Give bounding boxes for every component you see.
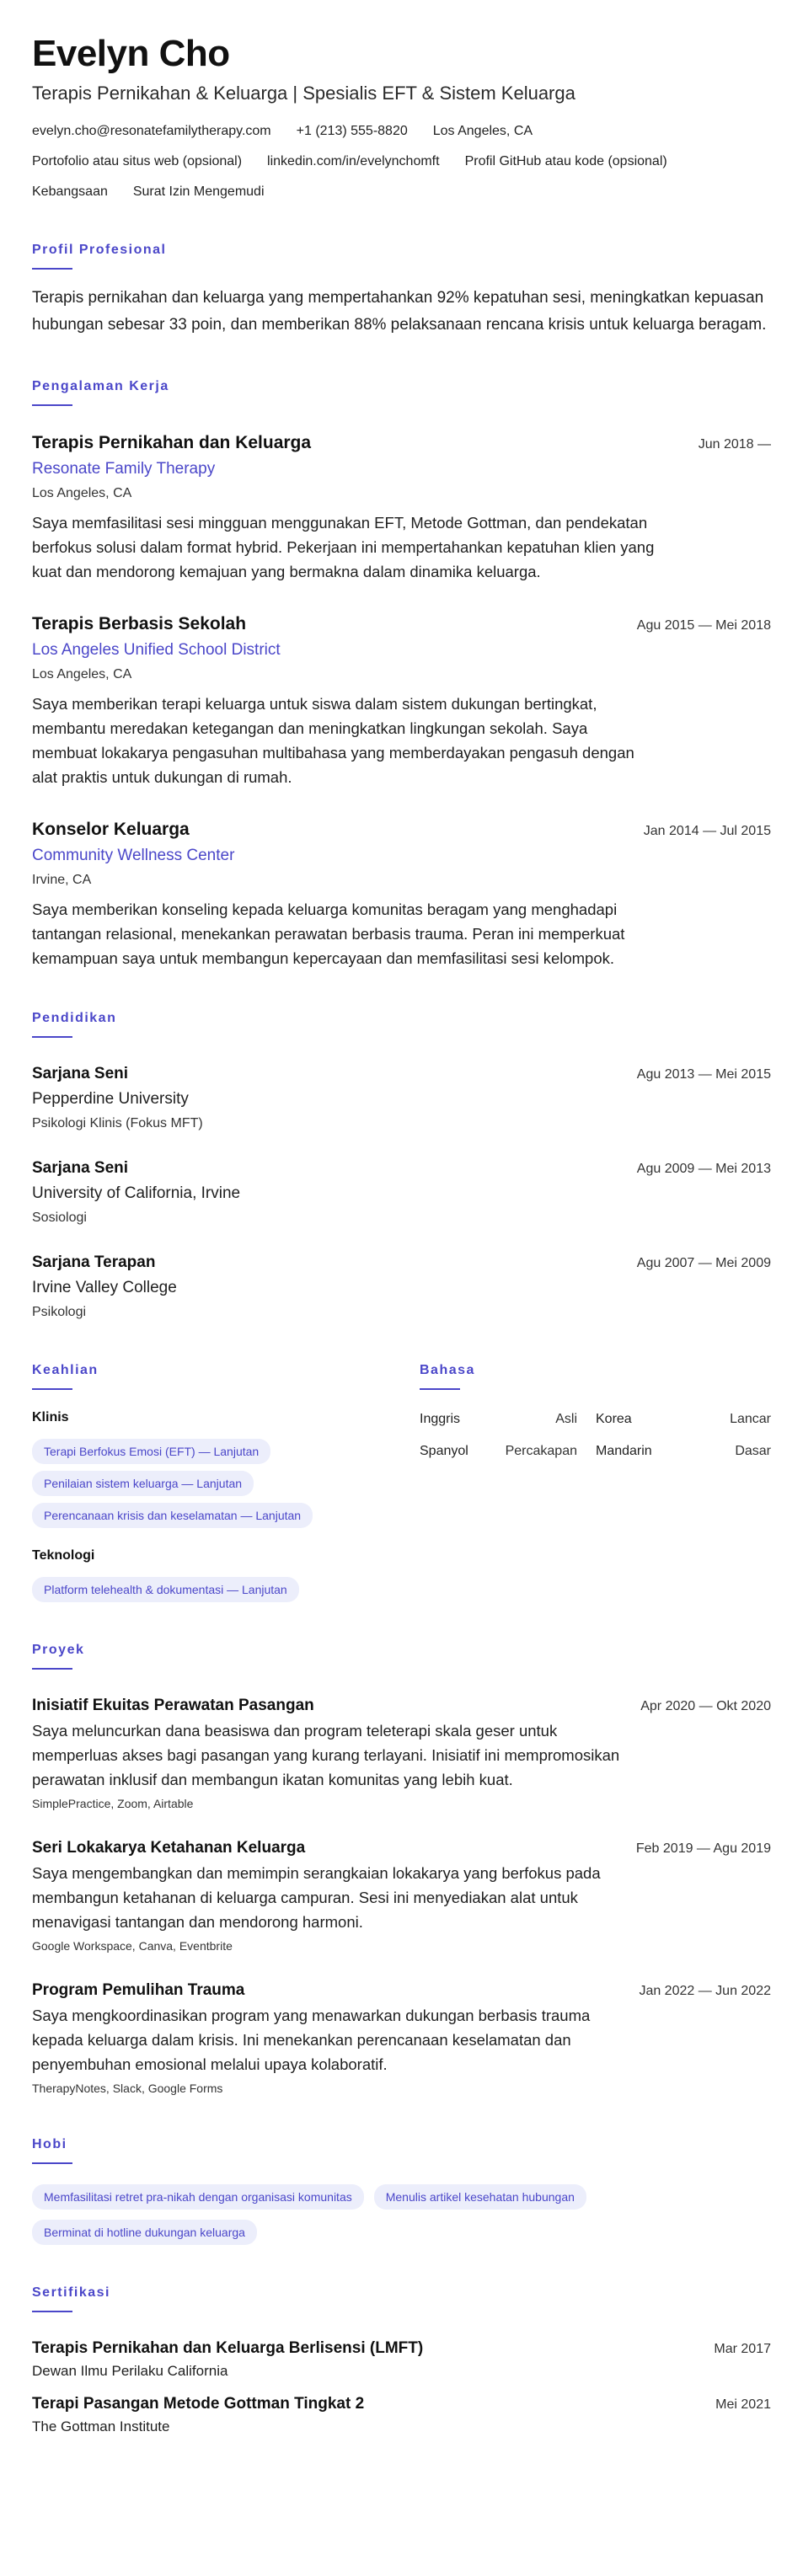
section-divider <box>32 404 72 406</box>
hobby-chips <box>32 2174 771 2245</box>
job-title: Konselor Keluarga <box>32 820 190 839</box>
certification-title: Terapis Pernikahan dan Keluarga Berlisensi (LMFT) <box>32 2339 424 2357</box>
profile-summary: Terapis pernikahan dan keluarga yang mempertahankan 92% kepatuhan sesi, meningkatkan kepuasan hubungan sebesar 33 poin, dan memberikan 88% pelaksanaan rencana krisis untuk keluarga beragam. <box>32 289 767 334</box>
job-location: Los Angeles, CA <box>32 667 132 681</box>
skill-group-title: Klinis <box>32 1410 69 1424</box>
language-level: Percakapan <box>505 1444 577 1458</box>
language-name: Inggris <box>420 1412 461 1426</box>
job-description: Saya memberikan terapi keluarga untuk siswa dalam sistem dukungan bertingkat, membantu meredakan ketegangan dan meningkatkan lingkungan sekolah. Saya membuat lokakarya pengasuhan multibahasa yang memberdayakan pengasuh dengan alat praktis untuk dukungan di rumah. <box>32 695 634 786</box>
section-title: Hobi <box>32 2137 67 2151</box>
job-dates: Jan 2014 — Jul 2015 <box>643 824 771 838</box>
section-divider <box>420 1388 460 1390</box>
language-name: Korea <box>596 1412 632 1426</box>
experience-item <box>32 612 771 789</box>
skill-chips <box>32 1432 420 1528</box>
contact-drivers-license: Surat Izin Mengemudi <box>132 184 265 199</box>
contact-row <box>32 152 771 172</box>
company-name: Los Angeles Unified School District <box>32 641 281 659</box>
field-of-study: Psikologi Klinis (Fokus MFT) <box>32 1116 203 1130</box>
education-item <box>32 1157 771 1228</box>
company-name: Resonate Family Therapy <box>32 460 216 478</box>
contact-location: Los Angeles, CA <box>432 124 533 138</box>
language-item <box>592 1442 771 1461</box>
skill-chips <box>32 1570 420 1602</box>
hobby-chip: Menulis artikel kesehatan hubungan <box>374 2184 586 2210</box>
project-title: Seri Lokakarya Ketahanan Keluarga <box>32 1839 306 1857</box>
project-dates: Feb 2019 — Agu 2019 <box>635 1841 771 1856</box>
project-item <box>32 1980 771 2097</box>
degree: Sarjana Terapan <box>32 1253 156 1271</box>
job-description: Saya memberikan konseling kepada keluarga komunitas beragam yang menghadapi tantangan relasional, menekankan perawatan berbasis trauma. Peran ini memperkuat kemampuan saya untuk membangun kepercayaan dan memfasilitasi sesi kelompok. <box>32 901 625 967</box>
section-divider <box>32 2162 72 2164</box>
job-title: Terapis Berbasis Sekolah <box>32 614 247 633</box>
section-title: Keahlian <box>32 1363 99 1377</box>
contact-email[interactable]: evelyn.cho@resonatefamilytherapy.com <box>32 124 271 138</box>
certification-date: Mei 2021 <box>715 2397 771 2412</box>
education-dates: Agu 2007 — Mei 2009 <box>636 1256 771 1270</box>
language-item <box>420 1442 592 1461</box>
job-title: Terapis Pernikahan dan Keluarga <box>32 433 312 452</box>
skill-chip: Platform telehealth & dokumentasi — Lanjutan <box>32 1577 299 1602</box>
certification-title: Terapi Pasangan Metode Gottman Tingkat 2 <box>32 2395 365 2413</box>
degree: Sarjana Seni <box>32 1159 129 1177</box>
experience-section <box>32 377 771 970</box>
project-tools: SimplePractice, Zoom, Airtable <box>32 1797 194 1810</box>
profile-section <box>32 241 771 339</box>
hobby-chip: Berminat di hotline dukungan keluarga <box>32 2220 257 2245</box>
job-location: Los Angeles, CA <box>32 486 132 500</box>
degree: Sarjana Seni <box>32 1065 129 1082</box>
contact-linkedin[interactable]: linkedin.com/in/evelynchomft <box>267 154 440 168</box>
experience-item <box>32 431 771 584</box>
language-name: Mandarin <box>596 1444 652 1458</box>
project-dates: Jan 2022 — Jun 2022 <box>639 1984 771 1998</box>
company-name: Community Wellness Center <box>32 847 235 864</box>
skills-section <box>32 1361 420 1602</box>
certification-date: Mar 2017 <box>714 2342 771 2356</box>
contact-github[interactable]: Profil GitHub atau kode (opsional) <box>464 154 667 168</box>
education-section <box>32 1009 771 1323</box>
project-tools: TherapyNotes, Slack, Google Forms <box>32 2082 223 2095</box>
contact-portfolio[interactable]: Portofolio atau situs web (opsional) <box>32 154 243 168</box>
language-level: Asli <box>555 1412 577 1426</box>
section-title: Pengalaman Kerja <box>32 379 169 393</box>
language-name: Spanyol <box>420 1444 468 1458</box>
language-level: Dasar <box>735 1444 771 1458</box>
candidate-name: Evelyn Cho <box>32 33 230 74</box>
resume-header <box>32 32 771 202</box>
skill-chip: Terapi Berfokus Emosi (EFT) — Lanjutan <box>32 1439 270 1464</box>
field-of-study: Sosiologi <box>32 1211 87 1225</box>
headline: Terapis Pernikahan & Keluarga | Spesialis EFT & Sistem Keluarga <box>32 83 575 104</box>
education-item <box>32 1252 771 1323</box>
section-title: Sertifikasi <box>32 2285 110 2300</box>
project-item <box>32 1837 771 1954</box>
contact-phone[interactable]: +1 (213) 555-8820 <box>296 124 408 138</box>
section-title: Profil Profesional <box>32 243 167 257</box>
education-dates: Agu 2009 — Mei 2013 <box>636 1162 771 1176</box>
job-dates: Agu 2015 — Mei 2018 <box>636 618 771 633</box>
certification-item <box>32 2393 771 2437</box>
skill-group-title: Teknologi <box>32 1548 95 1563</box>
language-grid <box>420 1410 771 1461</box>
certification-issuer: The Gottman Institute <box>32 2418 170 2434</box>
section-title: Bahasa <box>420 1363 475 1377</box>
school-name: Pepperdine University <box>32 1090 189 1108</box>
job-location: Irvine, CA <box>32 873 92 887</box>
skills-languages-row <box>32 1361 771 1602</box>
section-title: Pendidikan <box>32 1011 117 1025</box>
hobby-chip: Memfasilitasi retret pra-nikah dengan organisasi komunitas <box>32 2184 364 2210</box>
language-item <box>592 1410 771 1429</box>
certifications-section <box>32 2284 771 2437</box>
education-item <box>32 1063 771 1134</box>
project-dates: Apr 2020 — Okt 2020 <box>640 1699 771 1713</box>
project-title: Inisiatif Ekuitas Perawatan Pasangan <box>32 1697 314 1714</box>
education-dates: Agu 2013 — Mei 2015 <box>636 1067 771 1082</box>
project-description: Saya meluncurkan dana beasiswa dan program teleterapi skala geser untuk memperluas akses bagi pasangan yang kurang terlayani. Inisiatif ini mempromosikan perawatan inklusif dan membangun ikatan komunitas yang lebih kuat. <box>32 1722 620 1788</box>
project-item <box>32 1695 771 1812</box>
skill-chip: Perencanaan krisis dan keselamatan — Lanjutan <box>32 1503 313 1528</box>
section-divider <box>32 1668 72 1670</box>
contact-row <box>32 182 771 202</box>
language-item <box>420 1410 592 1429</box>
language-level: Lancar <box>730 1412 771 1426</box>
school-name: University of California, Irvine <box>32 1184 241 1202</box>
contact-row <box>32 121 771 142</box>
contact-nationality: Kebangsaan <box>32 184 108 199</box>
project-description: Saya mengembangkan dan memimpin serangkaian lokakarya yang berfokus pada membangun ketahanan di keluarga campuran. Sesi ini menyediakan alat untuk menavigasi tantangan dan mendorong harmoni. <box>32 1864 601 1931</box>
job-description: Saya memfasilitasi sesi mingguan menggunakan EFT, Metode Gottman, dan pendekatan berfokus solusi dalam format hybrid. Pekerjaan ini mempertahankan kepatuhan klien yang kuat dan mendorong kemajuan yang bermakna dalam dinamika keluarga. <box>32 514 655 580</box>
section-divider <box>32 2311 72 2312</box>
section-divider <box>32 1388 72 1390</box>
hobbies-section <box>32 2135 771 2245</box>
section-divider <box>32 268 72 270</box>
job-dates: Jun 2018 — <box>698 437 771 452</box>
certification-issuer: Dewan Ilmu Perilaku California <box>32 2363 228 2379</box>
project-description: Saya mengkoordinasikan program yang menawarkan dukungan berbasis trauma kepada keluarga dalam krisis. Ini menekankan perencanaan keselamatan dan penyembuhan emosional melalui upaya kolaboratif. <box>32 2007 591 2073</box>
section-divider <box>32 1036 72 1038</box>
project-tools: Google Workspace, Canva, Eventbrite <box>32 1939 233 1953</box>
skill-chip: Penilaian sistem keluarga — Lanjutan <box>32 1471 254 1496</box>
experience-item <box>32 818 771 970</box>
projects-section <box>32 1641 771 2097</box>
project-title: Program Pemulihan Trauma <box>32 1981 245 1999</box>
languages-section <box>420 1361 771 1602</box>
field-of-study: Psikologi <box>32 1305 87 1319</box>
school-name: Irvine Valley College <box>32 1279 177 1296</box>
section-title: Proyek <box>32 1643 85 1657</box>
certification-item <box>32 2338 771 2381</box>
